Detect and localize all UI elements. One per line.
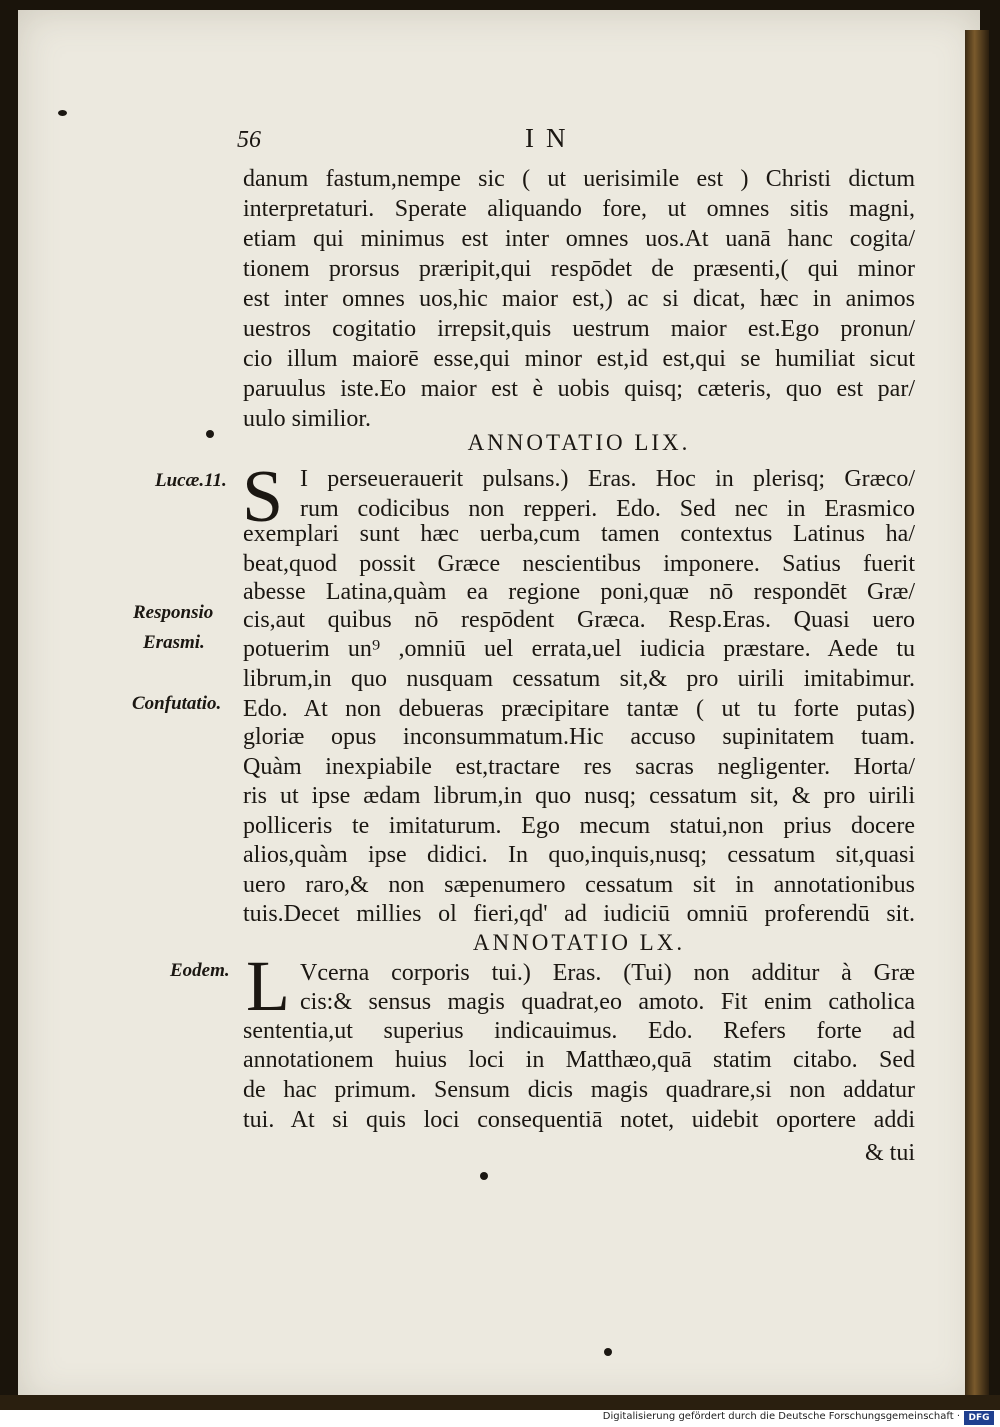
marginal-note-eodem: Eodem. [170, 960, 230, 981]
text-line: de hac primum. Sensum dicis magis quadrare,si non addatur [243, 1077, 915, 1103]
text-line: rum codicibus non repperi. Edo. Sed nec in Erasmico [300, 496, 915, 522]
text-line: I perseuerauerit pulsans.) Eras. Hoc in plerisq; Græco/ [300, 466, 915, 492]
text-line: uulo similior. [243, 406, 372, 432]
ink-speck [480, 1172, 488, 1180]
text-line: interpretaturi. Sperate aliquando fore, ut omnes sitis magni, [243, 196, 915, 222]
text-line: uestros cogitatio irrepsit,quis uestrum maior est.Ego pronun/ [243, 316, 915, 342]
text-line: tionem prorsus præripit,qui respōdet de præsenti,( qui minor [243, 256, 915, 282]
drop-capital: S [242, 456, 284, 538]
text-line: Edo. At non debueras præcipitare tantæ ( ut tu forte putas) [243, 696, 915, 722]
text-line: potuerim un⁹ ,omniū uel errata,uel iudicia præstare. Aede tu [243, 636, 915, 662]
text-line: Quàm inexpiabile est,tractare res sacras negligenter. Horta/ [243, 754, 915, 780]
text-line: exemplari sunt hæc uerba,cum tamen contextus Latinus ha/ [243, 521, 915, 547]
ink-speck [206, 430, 214, 438]
marginal-note-responsio: Responsio [133, 602, 214, 623]
text-line: polliceris te imitaturum. Ego mecum statui,non prius docere [243, 813, 915, 839]
annotation-heading: ANNOTATIO LX. [472, 930, 686, 955]
text-line: gloriæ opus inconsummatum.Hic accuso supinitatem tuam. [243, 724, 915, 750]
annotation-heading: ANNOTATIO LIX. [467, 430, 691, 455]
text-line: danum fastum,nempe sic ( ut uerisimile est ) Christi dictum [243, 166, 915, 192]
text-line: librum,in quo nusquam cessatum sit,& pro uirili imitabimur. [243, 666, 915, 692]
text-line: abesse Latina,quàm ea regione poni,quæ nō respondēt Græ/ [243, 579, 915, 605]
text-line: sententia,ut superius indicauimus. Edo. Refers forte ad [243, 1018, 915, 1044]
text-line: paruulus iste.Eo maior est è uobis quisq; cæteris, quo est par/ [243, 376, 915, 402]
dfg-logo: DFG [964, 1411, 994, 1425]
ink-speck [58, 110, 67, 116]
drop-capital: L [246, 946, 290, 1026]
text-line: cis:& sensus magis quadrat,eo amoto. Fit enim catholica [300, 989, 915, 1015]
catchword: & tui [864, 1140, 915, 1166]
text-line: uero raro,& non sæpenumero cessatum sit in annotationibus [243, 872, 915, 898]
text-line: annotationem huius loci in Matthæo,quā statim citabo. Sed [243, 1047, 915, 1073]
text-line: beat,quod possit Græce nescientibus imponere. Satius fuerit [243, 551, 915, 577]
page-number: 56 [237, 127, 261, 153]
marginal-note-erasmi: Erasmi. [143, 632, 205, 653]
footer-bar [0, 1410, 1000, 1427]
text-line: ris ut ipse ædam librum,in quo nusq; cessatum sit, & pro uirili [243, 783, 915, 809]
text-line: etiam qui minimus est inter omnes uos.At uanā hanc cogita/ [243, 226, 915, 252]
text-line: cis,aut quibus nō respōdent Græca. Resp.Eras. Quasi uero [243, 607, 915, 633]
marginal-note-lucae: Lucæ.11. [155, 470, 227, 491]
text-line: cio illum maiorē esse,qui minor est,id est,qui se humiliat sicut [243, 346, 915, 372]
ink-speck [604, 1348, 612, 1356]
text-line: est inter omnes uos,hic maior est,) ac si dicat, hæc in animos [243, 286, 915, 312]
running-title: IN [525, 123, 578, 153]
text-line: Vcerna corporis tui.) Eras. (Tui) non additur à Græ [300, 960, 915, 986]
text-line: tui. At si quis loci consequentiā notet, uidebit oportere addi [243, 1107, 915, 1133]
text-line: tuis.Decet millies ol fieri,qd' ad iudiciū omniū proferendū sit. [243, 901, 915, 927]
marginal-note-confutatio: Confutatio. [132, 693, 222, 714]
text-line: alios,quàm ipse didici. In quo,inquis,nusq; cessatum sit,quasi [243, 842, 915, 868]
footer-credit: Digitalisierung gefördert durch die Deutsche Forschungsgemeinschaft · [602, 1411, 960, 1422]
